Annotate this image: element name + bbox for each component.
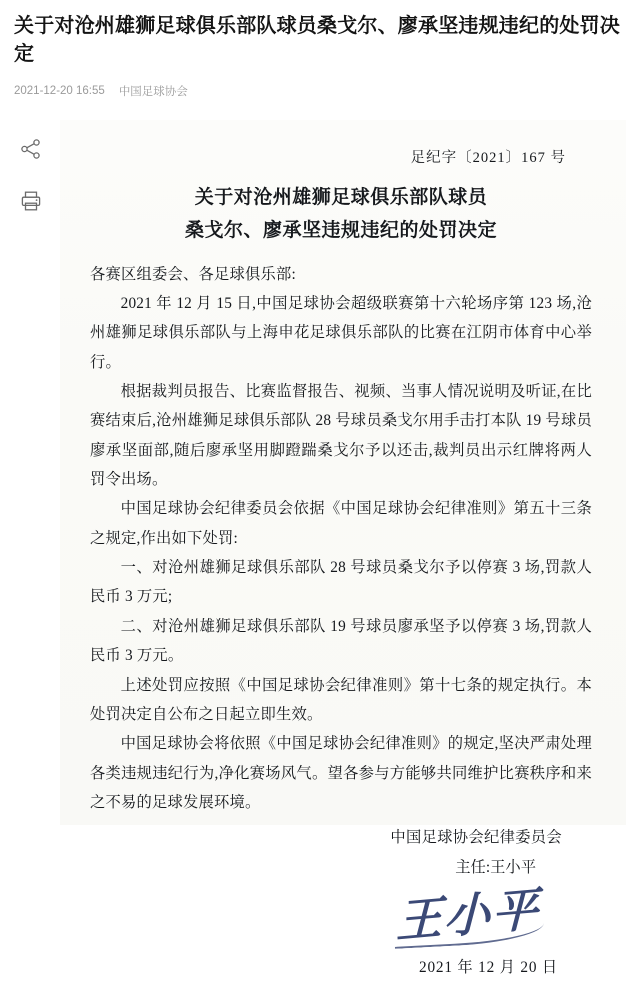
document-paragraph: 二、对沧州雄狮足球俱乐部队 19 号球员廖承坚予以停赛 3 场,罚款人民币 3 万元。 (90, 617, 592, 665)
document-heading-line-1: 关于对沧州雄狮足球俱乐部队球员 (194, 187, 488, 208)
print-button[interactable] (18, 188, 44, 214)
document-heading (90, 181, 592, 248)
share-icon (20, 138, 42, 160)
print-icon (20, 190, 42, 212)
document-paragraph: 中国足球协会将依照《中国足球协会纪律准则》的规定,坚决严肃处理各类违规违纪行为,净化赛场风气。望各参与方能够共同维护比赛秩序和来之不易的足球发展环境。 (90, 735, 592, 811)
document-date: 2021 年 12 月 20 日 (419, 958, 558, 976)
page-title: 关于对沧州雄狮足球俱乐部队球员桑戈尔、廖承坚违规违纪的处罚决定 (14, 15, 620, 66)
share-button[interactable] (18, 136, 44, 162)
document-body (90, 260, 592, 818)
document-salutation: 各赛区组委会、各足球俱乐部: (90, 265, 296, 283)
document-content (60, 120, 626, 987)
document-paragraph: 中国足球协会纪律委员会依据《中国足球协会纪律准则》第五十三条之规定,作出如下处罚: (90, 500, 592, 547)
document-image[interactable] (60, 120, 626, 976)
document-paragraph: 一、对沧州雄狮足球俱乐部队 28 号球员桑戈尔予以停赛 3 场,罚款人民币 3 万元; (90, 559, 592, 606)
article-header (0, 0, 640, 109)
signature-organization: 中国足球协会纪律委员会 (390, 829, 562, 847)
signature-name: 王小平 (395, 883, 541, 948)
action-rail (14, 136, 48, 214)
article-meta (14, 83, 626, 109)
handwritten-signature (90, 879, 592, 953)
document-number: 足纪字〔2021〕167 号 (410, 150, 566, 166)
document-paragraph: 根据裁判员报告、比赛监督报告、视频、当事人情况说明及听证,在比赛结束后,沧州雄狮足球俱乐部队 28 号球员桑戈尔用手击打本队 19 号球员廖承坚面部,随后廖承坚用脚蹬踹桑戈尔予以还击,裁判员出示红牌将两人罚令出场。 (90, 382, 592, 489)
document-paragraph: 2021 年 12 月 15 日,中国足球协会超级联赛第十六轮场序第 123 场,沧州雄狮足球俱乐部队与上海申花足球俱乐部队的比赛在江阴市体育中心举行。 (90, 294, 592, 371)
signature-director: 主任:王小平 (455, 859, 536, 877)
article-source: 中国足球协会 (118, 85, 188, 98)
document-heading-line-2: 桑戈尔、廖承坚违规违纪的处罚决定 (184, 220, 497, 242)
document-paragraph: 上述处罚应按照《中国足球协会纪律准则》第十七条的规定执行。本处罚决定自公布之日起立即生效。 (90, 676, 592, 723)
publish-timestamp: 2021-12-20 16:55 (14, 84, 105, 97)
